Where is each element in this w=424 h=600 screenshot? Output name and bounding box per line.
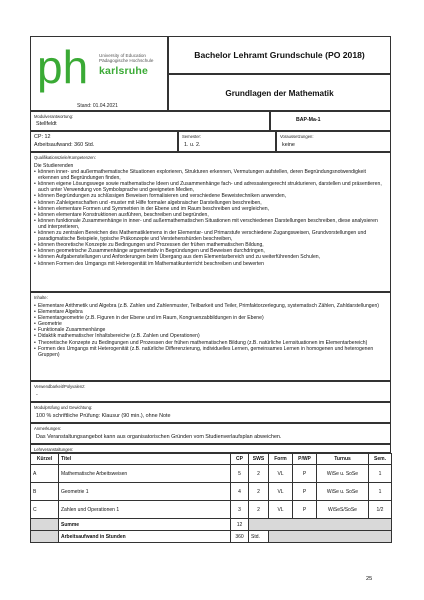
remarks-box (30, 423, 391, 444)
logo-city: karlsruhe (99, 65, 149, 77)
responsible-value: Stellfeldt (36, 121, 57, 127)
workload-row (31, 531, 392, 543)
table-cell: WiSeS/SoSe (317, 501, 369, 519)
workload-unit: Std. (249, 531, 269, 543)
list-item: • Geometrie (34, 321, 387, 327)
module-code-box (270, 111, 391, 131)
table-cell: Geometrie 1 (59, 483, 231, 501)
list-item: • können zu zentralen Bereichen des Mathematiklernens in der Elementar- und Primarstufe verschiedene Zugangsweisen, Grundvorstellungen und paradigmatische Beispiele, typische Präkonzepte und Verstehenshürden beschreiben, (34, 230, 387, 242)
qualification-list (34, 169, 387, 267)
courses-label: Lehrveranstaltungen: (34, 446, 74, 452)
col-header: SWS (249, 454, 269, 465)
sum-label: Summe (59, 519, 231, 531)
usability-label: Verwendbarkeit/Polyvalenz: (34, 383, 86, 389)
program-box (168, 36, 391, 74)
credits-cp: CP: 12 (34, 134, 51, 140)
courses-table (30, 453, 392, 543)
table-cell: P (293, 501, 317, 519)
list-item: • Didaktik mathematischer Inhaltsbereiche (z.B. Zahlen und Operationen) (34, 333, 387, 339)
table-cell: 4 (231, 483, 249, 501)
col-header: Form (269, 454, 293, 465)
module-title: Grundlagen der Mathematik (225, 89, 334, 98)
list-item: • können elementare Konstruktionen ausführen, beschreiben und begründen, (34, 212, 387, 218)
courses-label-box (30, 444, 391, 453)
sum-value: 12 (231, 519, 249, 531)
logo-letters: ph (37, 43, 89, 93)
list-item: • Elementare Algebra (34, 309, 387, 315)
qualification-intro: Die Studierenden (34, 163, 74, 169)
table-cell (31, 519, 59, 531)
qualification-text (34, 163, 387, 267)
table-header-row (31, 454, 392, 465)
prereq-box (276, 131, 391, 152)
table-cell (269, 531, 392, 543)
exam-value: 100 % schriftliche Prüfung: Klausur (90 min.), ohne Note (36, 413, 171, 419)
list-item: • können Begründungen zu schlüssigen Beweisen formalisieren und verschiedene Beweistechniken anwenden, (34, 193, 387, 199)
table-cell: B (31, 483, 59, 501)
table-cell: WiSe u. SoSe (317, 465, 369, 483)
list-item: • können inner- und außermathematische Situationen explorieren, Strukturen erkennen, Vermutungen aufstellen, deren Begründungsnotwendigkeit erkennen und Begründungen finden, (34, 169, 387, 181)
list-item: • können theoretische Konzepte zu Bedingungen und Prozessen der frühen mathematischen Bildung, (34, 242, 387, 248)
list-item: • können elementare Formen und Symmetrien in der Ebene und im Raum beschreiben und vergleichen, (34, 206, 387, 212)
table-cell: P (293, 465, 317, 483)
table-cell (249, 519, 392, 531)
list-item: • können geometrische Zusammenhänge argumentativ in Begründungen und Beweisen durchdringen, (34, 248, 387, 254)
list-item: • Formen des Umgangs mit Heterogenität (z.B. natürliche Differenzierung, individuelles Lernen, gemeinsames Lernen in homogenen und heterogenen Gruppen) (34, 346, 387, 358)
ph-logo (37, 43, 97, 93)
table-cell: 5 (231, 465, 249, 483)
credits-box (30, 131, 178, 152)
remarks-label: Anmerkungen: (34, 425, 62, 431)
qualification-label: Qualifikationsziele/Kompetenzen: (34, 154, 96, 160)
table-cell: 2 (249, 501, 269, 519)
table-cell: VL (269, 501, 293, 519)
semester-label: Semester: (182, 133, 202, 139)
logo-line2: Pädagogische Hochschule (99, 58, 154, 63)
table-cell: 2 (249, 465, 269, 483)
table-cell: A (31, 465, 59, 483)
table-cell: 2 (249, 483, 269, 501)
workload-label: Arbeitsaufwand in Stunden (59, 531, 231, 543)
table-row (31, 501, 392, 519)
semester-box (178, 131, 276, 152)
responsible-label: Modulverantwortung: (34, 113, 74, 119)
table-cell: P (293, 483, 317, 501)
table-cell: 1 (369, 465, 392, 483)
col-header: Kürzel (31, 454, 59, 465)
logo-box (30, 36, 168, 111)
semester-value: 1. u. 2. (184, 141, 201, 148)
qualification-box (30, 152, 391, 292)
table-cell: 1/2 (369, 501, 392, 519)
table-cell: 3 (231, 501, 249, 519)
col-header: Turnus (317, 454, 369, 465)
list-item: • können Formen des Umgangs mit Heterogenität im Mathematikunterricht beschreiben und bewerten (34, 261, 387, 267)
remarks-value: Das Veranstaltungsangebot kann aus organisatorischen Gründen vom Studienverlaufsplan abweichen. (36, 434, 282, 440)
module-code: BAP-Ma-1 (296, 117, 321, 123)
list-item: • können Aufgabenstellungen und Anforderungen beim Übergang aus dem Elementarbereich und zu weiterführenden Schulen, (34, 254, 387, 260)
list-item: • können funktionale Zusammenhänge in inner- und außermathematischen Situationen mit verschiedenen Darstellungen beschreiben, diese analysieren und interpretieren, (34, 218, 387, 230)
table-row (31, 483, 392, 501)
contents-label: Inhalte: (34, 294, 48, 300)
table-cell: VL (269, 483, 293, 501)
list-item: • Funktionale Zusammenhänge (34, 327, 387, 333)
table-cell: Zahlen und Operationen 1 (59, 501, 231, 519)
table-cell: VL (269, 465, 293, 483)
program-title: Bachelor Lehramt Grundschule (PO 2018) (194, 50, 365, 60)
list-item: • Elementargeometrie (z.B. Figuren in der Ebene und im Raum, Kongruenzabbildungen in der Ebene) (34, 315, 387, 321)
logo-line1: University of Education (99, 53, 146, 58)
page-number: 25 (366, 576, 373, 582)
stand-date: Stand: 01.04.2021 (77, 103, 118, 109)
sum-row (31, 519, 392, 531)
usability-box (30, 381, 391, 402)
list-item: • Theoretische Konzepte zu Bedingungen und Prozessen der frühen mathematischen Bildung (z.B. natürliche Lernsituationen im Elementarbereich) (34, 340, 387, 346)
module-title-box (168, 74, 391, 111)
table-cell (31, 531, 59, 543)
prereq-value: keine (282, 141, 295, 148)
workload-value: 360 (231, 531, 249, 543)
table-cell: WiSe u. SoSe (317, 483, 369, 501)
table-row (31, 465, 392, 483)
col-header: Titel (59, 454, 231, 465)
list-item: • Elementare Arithmetik und Algebra (z.B. Zahlen und Zahlenmuster, Teilbarkeit und Teiler, Primfaktorzerlegung, systematisch Zählen, Zahldarstellungen) (34, 303, 387, 309)
table-cell: 1 (369, 483, 392, 501)
col-header: P/WP (293, 454, 317, 465)
table-cell: Mathematische Arbeitsweisen (59, 465, 231, 483)
contents-list (34, 303, 387, 358)
table-cell: C (31, 501, 59, 519)
exam-label: Modulprüfung und Gewichtung: (34, 404, 93, 410)
exam-box (30, 402, 391, 423)
prereq-label: Voraussetzungen: (280, 133, 314, 139)
credits-workload: Arbeitsaufwand: 360 Std. (34, 141, 95, 148)
usability-value: - (36, 392, 38, 398)
responsible-box (30, 111, 270, 131)
col-header: CP (231, 454, 249, 465)
col-header: Sem. (369, 454, 392, 465)
list-item: • können eigene Lösungswege sowie mathematische Ideen und Zusammenhänge fach- und adressatengerecht strukturieren, darstellen und präsentieren, auch unter Verwendung von Symbolsprache und geeigneten Medien, (34, 181, 387, 193)
list-item: • können Zahleigenschaften und -muster mit Hilfe formaler algebraischer Darstellungen beschreiben, (34, 200, 387, 206)
contents-box (30, 292, 391, 381)
